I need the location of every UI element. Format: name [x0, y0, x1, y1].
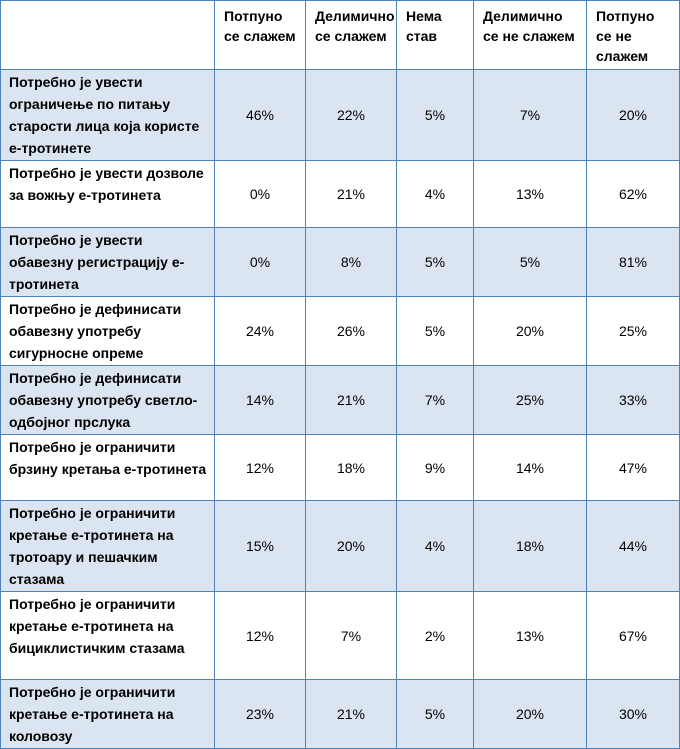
header-row: [1, 1, 680, 70]
table-row: [1, 435, 680, 501]
row-statement: Потребно је ограничити кретање е-тротинета на тротоару и пешачким стазама: [1, 501, 215, 592]
value-cell: 25%: [474, 366, 587, 435]
table-row: [1, 592, 680, 680]
value-cell: 14%: [474, 435, 587, 501]
value-cell: 13%: [474, 161, 587, 228]
table-row: [1, 161, 680, 228]
value-cell: 0%: [215, 228, 306, 297]
value-cell: 18%: [306, 435, 397, 501]
value-cell: 20%: [587, 70, 680, 161]
value-cell: 5%: [397, 680, 474, 749]
value-cell: 4%: [397, 501, 474, 592]
value-cell: 22%: [306, 70, 397, 161]
row-statement: Потребно је дефинисати обавезну употребу сигурносне опреме: [1, 297, 215, 366]
row-statement: Потребно је дефинисати обавезну употребу светло-одбојног прслука: [1, 366, 215, 435]
row-statement: Потребно је ограничити кретање е-тротинета на коловозу: [1, 680, 215, 749]
value-cell: 24%: [215, 297, 306, 366]
value-cell: 5%: [397, 70, 474, 161]
value-cell: 67%: [587, 592, 680, 680]
value-cell: 5%: [397, 228, 474, 297]
value-cell: 15%: [215, 501, 306, 592]
value-cell: 46%: [215, 70, 306, 161]
header-partially-disagree: Делимично се не слажем: [474, 1, 587, 70]
value-cell: 81%: [587, 228, 680, 297]
value-cell: 9%: [397, 435, 474, 501]
row-statement: Потребно је увести дозволе за вожњу е-тротинета: [1, 161, 215, 228]
header-corner: [1, 1, 215, 70]
value-cell: 2%: [397, 592, 474, 680]
value-cell: 20%: [306, 501, 397, 592]
header-no-opinion: Нема став: [397, 1, 474, 70]
table-row: [1, 501, 680, 592]
value-cell: 20%: [474, 297, 587, 366]
header-fully-disagree: Потпуно се не слажем: [587, 1, 680, 70]
value-cell: 33%: [587, 366, 680, 435]
value-cell: 18%: [474, 501, 587, 592]
value-cell: 21%: [306, 680, 397, 749]
value-cell: 7%: [397, 366, 474, 435]
value-cell: 20%: [474, 680, 587, 749]
value-cell: 12%: [215, 592, 306, 680]
table-row: [1, 366, 680, 435]
header-partially-agree: Делимично се слажем: [306, 1, 397, 70]
value-cell: 5%: [474, 228, 587, 297]
value-cell: 47%: [587, 435, 680, 501]
row-statement: Потребно је ограничити брзину кретања е-тротинета: [1, 435, 215, 501]
value-cell: 4%: [397, 161, 474, 228]
value-cell: 7%: [306, 592, 397, 680]
value-cell: 44%: [587, 501, 680, 592]
value-cell: 25%: [587, 297, 680, 366]
table-row: [1, 70, 680, 161]
table-row: [1, 228, 680, 297]
value-cell: 21%: [306, 161, 397, 228]
table-row: [1, 680, 680, 749]
row-statement: Потребно је увести обавезну регистрацију е-тротинета: [1, 228, 215, 297]
header-fully-agree: Потпуно се слажем: [215, 1, 306, 70]
value-cell: 0%: [215, 161, 306, 228]
row-statement: Потребно је увести ограничење по питању старости лица која користе е-тротинете: [1, 70, 215, 161]
value-cell: 26%: [306, 297, 397, 366]
table-row: [1, 297, 680, 366]
value-cell: 62%: [587, 161, 680, 228]
value-cell: 12%: [215, 435, 306, 501]
value-cell: 13%: [474, 592, 587, 680]
value-cell: 21%: [306, 366, 397, 435]
value-cell: 8%: [306, 228, 397, 297]
row-statement: Потребно је ограничити кретање е-тротинета на бициклистичким стазама: [1, 592, 215, 680]
value-cell: 7%: [474, 70, 587, 161]
value-cell: 5%: [397, 297, 474, 366]
value-cell: 30%: [587, 680, 680, 749]
value-cell: 23%: [215, 680, 306, 749]
value-cell: 14%: [215, 366, 306, 435]
